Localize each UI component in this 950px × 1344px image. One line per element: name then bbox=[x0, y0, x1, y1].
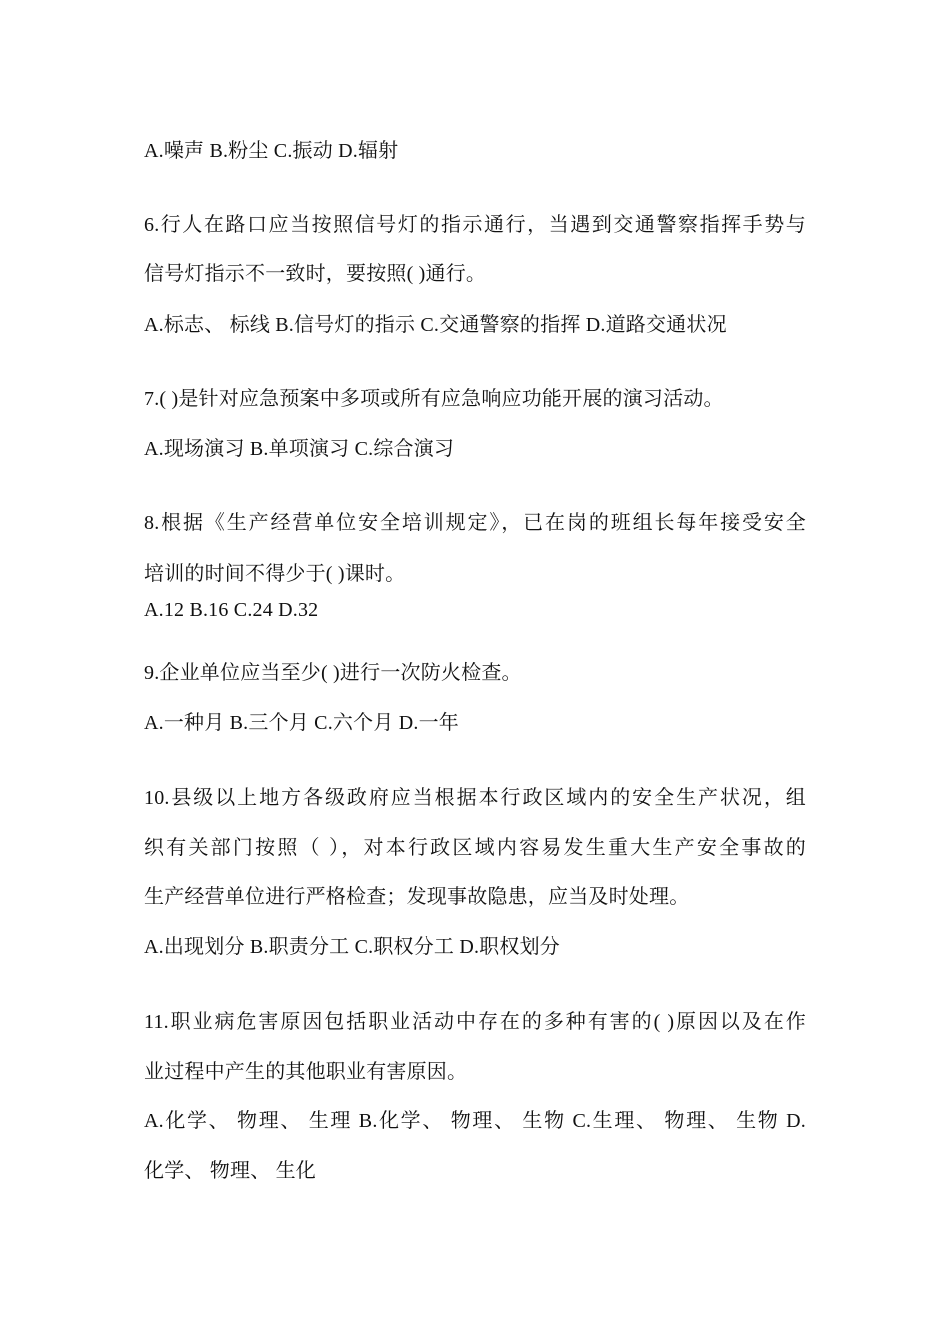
q10-options: A.出现划分 B.职责分工 C.职权分工 D.职权划分 bbox=[144, 936, 560, 958]
q8-options: A.12 B.16 C.24 D.32 bbox=[144, 599, 319, 621]
q6-text-line2: 信号灯指示不一致时，要按照( )通行。 bbox=[144, 263, 487, 285]
q10-text-line1: 10.县级以上地方各级政府应当根据本行政区域内的安全生产状况，组 bbox=[144, 787, 806, 809]
q10-text-line2: 织有关部门按照（ ），对本行政区域内容易发生重大生产安全事故的 bbox=[144, 837, 806, 859]
q11-options-line1: A.化学、 物理、 生理 B.化学、 物理、 生物 C.生理、 物理、 生物 D. bbox=[144, 1110, 806, 1132]
q7-text: 7.( )是针对应急预案中多项或所有应急响应功能开展的演习活动。 bbox=[144, 388, 724, 410]
q9-text: 9.企业单位应当至少( )进行一次防火检查。 bbox=[144, 662, 522, 684]
q8-text-line2: 培训的时间不得少于( )课时。 bbox=[144, 563, 406, 585]
q7-options: A.现场演习 B.单项演习 C.综合演习 bbox=[144, 438, 455, 460]
q6-options: A.标志、 标线 B.信号灯的指示 C.交通警察的指挥 D.道路交通状况 bbox=[144, 314, 727, 336]
q11-options-line2: 化学、 物理、 生化 bbox=[144, 1160, 316, 1182]
q11-text-line2: 业过程中产生的其他职业有害原因。 bbox=[144, 1061, 468, 1083]
q8-text-line1: 8.根据《生产经营单位安全培训规定》，已在岗的班组长每年接受安全 bbox=[144, 512, 806, 534]
q9-options: A.一种月 B.三个月 C.六个月 D.一年 bbox=[144, 712, 459, 734]
q11-text-line1: 11.职业病危害原因包括职业活动中存在的多种有害的( )原因以及在作 bbox=[144, 1011, 806, 1033]
q5-options: A.噪声 B.粉尘 C.振动 D.辐射 bbox=[144, 140, 399, 162]
q10-text-line3: 生产经营单位进行严格检查；发现事故隐患，应当及时处理。 bbox=[144, 886, 690, 908]
q6-text-line1: 6.行人在路口应当按照信号灯的指示通行，当遇到交通警察指挥手势与 bbox=[144, 214, 806, 236]
